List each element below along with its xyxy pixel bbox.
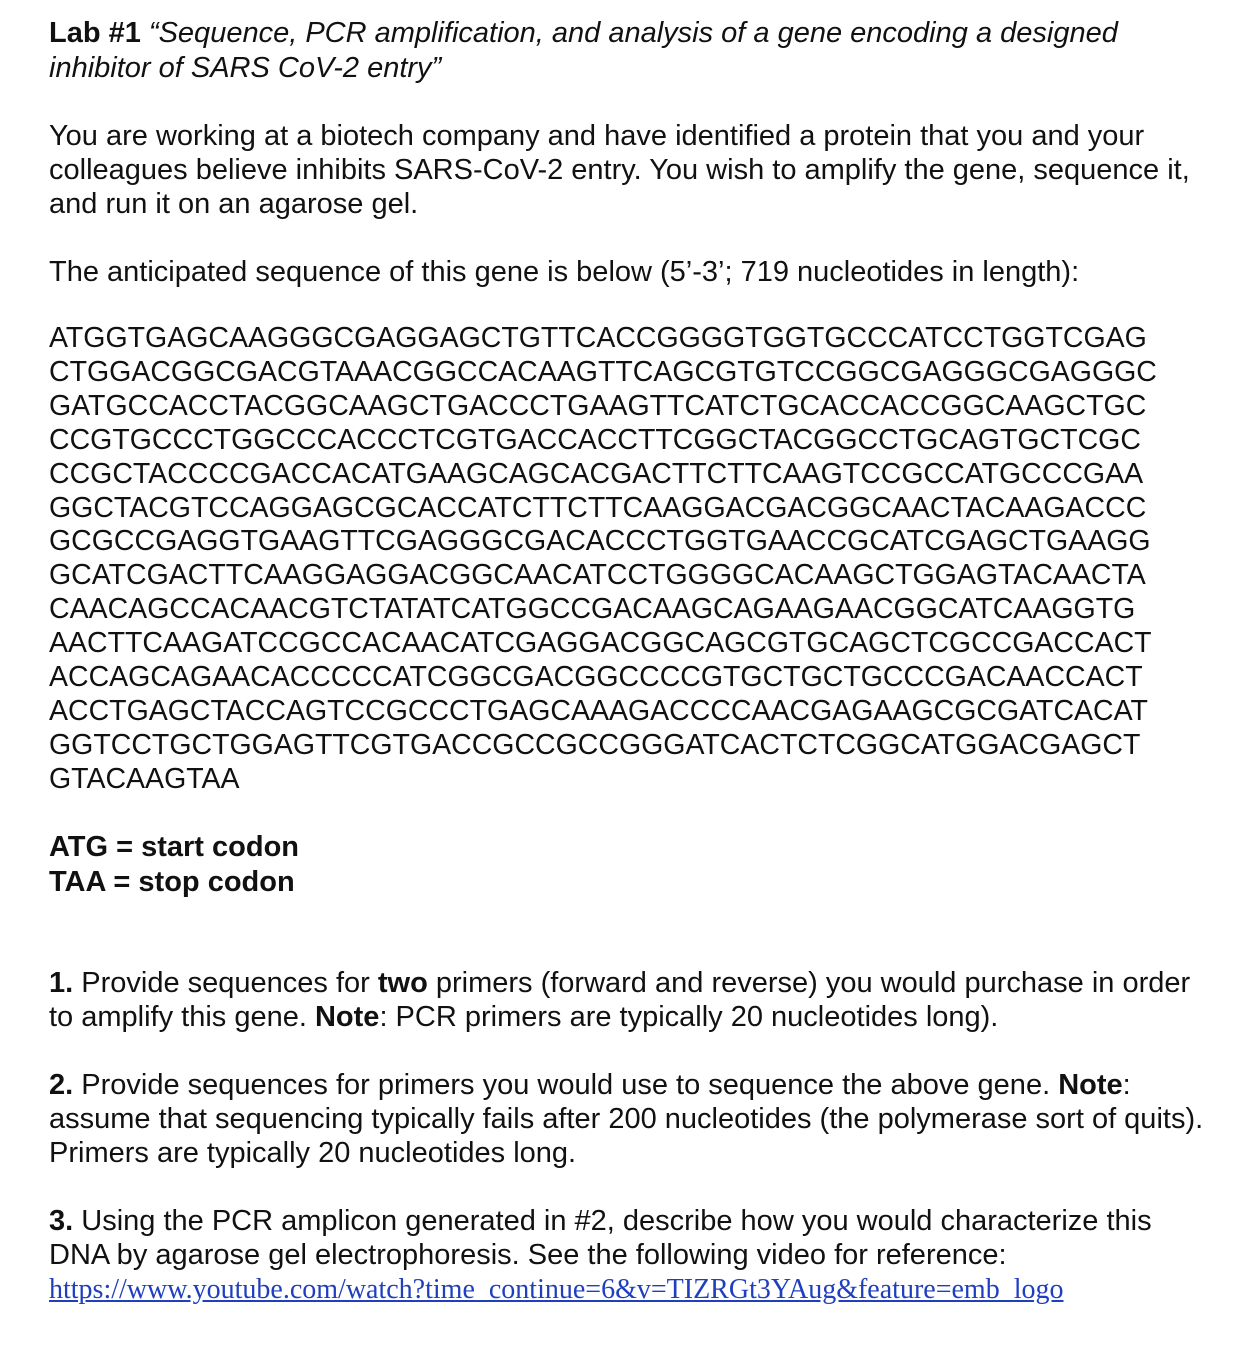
question-1-number: 1. bbox=[49, 967, 74, 999]
question-3 bbox=[49, 1204, 1219, 1307]
question-2-number: 2. bbox=[49, 1069, 74, 1101]
question-3-text: Using the PCR amplicon generated in #2, describe how you would characterize this DNA by agarose gel electrophoresis. See the following video for reference: bbox=[49, 1205, 1152, 1271]
sequence-intro: The anticipated sequence of this gene is below (5’-3’; 719 nucleotides in length): bbox=[49, 256, 1080, 288]
video-reference-link[interactable]: https://www.youtube.com/watch?time_continue=6&v=TIZRGt3YAug&feature=emb_logo bbox=[49, 1274, 1064, 1305]
question-1-emphasis: two bbox=[377, 967, 428, 999]
sequence-line: GGTCCTGCTGGAGTTCGTGACCGCCGCCGGGATCACTCTCGGCATGGACGAGCT bbox=[49, 728, 1141, 761]
sequence-line: GCATCGACTTCAAGGAGGACGGCAACATCCTGGGGCACAAGCTGGAGTACAACTA bbox=[49, 559, 1146, 592]
question-2-note-label: Note bbox=[1058, 1069, 1123, 1101]
sequence-line: CAACAGCCACAACGTCTATATCATGGCCGACAAGCAGAAGAACGGCATCAAGGTG bbox=[49, 593, 1136, 626]
codon-legend bbox=[49, 830, 299, 900]
question-2 bbox=[49, 1068, 1219, 1170]
lab-title bbox=[49, 16, 1199, 86]
question-2-text: : assume that sequencing typically fails after 200 nucleotides (the polymerase sort of quits). Primers are typically 20 nucleotides long. bbox=[49, 1069, 1204, 1169]
gene-sequence bbox=[49, 322, 1157, 797]
sequence-line: ACCAGCAGAACACCCCCATCGGCGACGGCCCCGTGCTGCTGCCCGACAACCACT bbox=[49, 661, 1143, 694]
sequence-line: CTGGACGGCGACGTAAACGGCCACAAGTTCAGCGTGTCCGGCGAGGGCGAGGGC bbox=[49, 355, 1157, 388]
sequence-line: ATGGTGAGCAAGGGCGAGGAGCTGTTCACCGGGGTGGTGCCCATCCTGGTCGAG bbox=[49, 322, 1147, 354]
intro-paragraph: You are working at a biotech company and have identified a protein that you and your colleagues believe inhibits SARS-CoV-2 entry. You wish to amplify the gene, sequence it, and run it on an agarose gel. bbox=[49, 120, 1190, 220]
start-codon-label: ATG = start codon bbox=[49, 831, 300, 863]
sequence-line: CCGCTACCCCGACCACATGAAGCAGCACGACTTCTTCAAGTCCGCCATGCCCGAA bbox=[49, 457, 1144, 490]
question-1-note-label: Note bbox=[314, 1001, 380, 1033]
lab-title-text: “Sequence, PCR amplification, and analysis of a gene encoding a designed inhibitor of SARS CoV-2 entry” bbox=[49, 17, 1118, 84]
sequence-line: CCGTGCCCTGGCCCACCCTCGTGACCACCTTCGGCTACGGCCTGCAGTGCTCGC bbox=[49, 423, 1141, 456]
sequence-line: GTACAAGTAA bbox=[49, 762, 240, 795]
question-2-text: Provide sequences for primers you would use to sequence the above gene. bbox=[73, 1069, 1059, 1101]
lab-number: Lab #1 bbox=[49, 17, 141, 49]
sequence-line: GATGCCACCTACGGCAAGCTGACCCTGAAGTTCATCTGCACCACCGGCAAGCTGC bbox=[49, 389, 1147, 422]
sequence-line: GCGCCGAGGTGAAGTTCGAGGGCGACACCCTGGTGAACCGCATCGAGCTGAAGG bbox=[49, 525, 1151, 558]
question-1 bbox=[49, 966, 1219, 1034]
stop-codon-label: TAA = stop codon bbox=[49, 866, 295, 898]
sequence-line: GGCTACGTCCAGGAGCGCACCATCTTCTTCAAGGACGACGGCAACTACAAGACCC bbox=[49, 491, 1147, 524]
question-1-text: : PCR primers are typically 20 nucleotides long). bbox=[379, 1001, 999, 1033]
question-1-text: primers (forward and reverse) you would purchase in order to amplify this gene. bbox=[49, 967, 1191, 1033]
question-3-number: 3. bbox=[49, 1205, 74, 1237]
question-1-text: Provide sequences for bbox=[73, 967, 378, 999]
sequence-line: ACCTGAGCTACCAGTCCGCCCTGAGCAAAGACCCCAACGAGAAGCGCGATCACAT bbox=[49, 694, 1148, 727]
sequence-line: AACTTCAAGATCCGCCACAACATCGAGGACGGCAGCGTGCAGCTCGCCGACCACT bbox=[49, 627, 1152, 660]
